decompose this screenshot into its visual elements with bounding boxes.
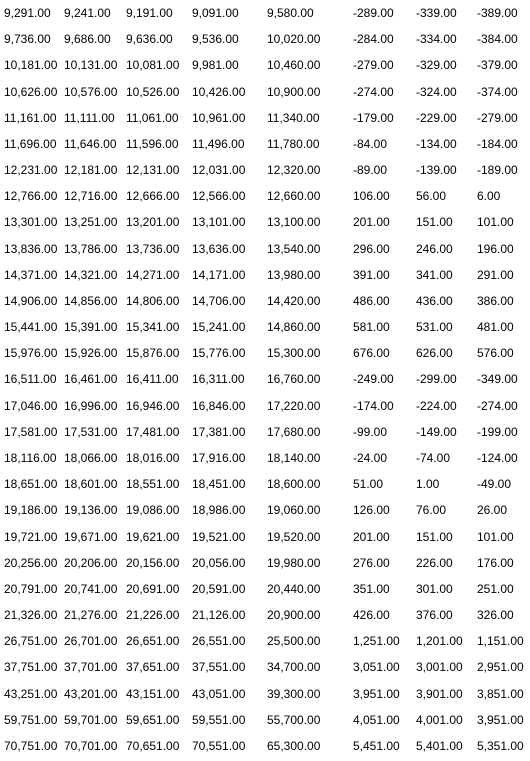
table-cell: -289.00 xyxy=(353,6,394,21)
table-cell: 12,766.00 xyxy=(4,189,58,204)
table-cell: -149.00 xyxy=(416,424,457,439)
table-cell: 13,736.00 xyxy=(126,241,180,256)
table-row xyxy=(0,52,530,78)
table-cell: 13,980.00 xyxy=(267,267,321,282)
table-cell: 9,686.00 xyxy=(64,32,111,47)
table-cell: 15,300.00 xyxy=(267,346,321,361)
table-cell: 676.00 xyxy=(353,346,390,361)
table-cell: 21,276.00 xyxy=(64,608,118,623)
table-cell: 70,751.00 xyxy=(4,738,58,753)
table-cell: 19,520.00 xyxy=(267,529,321,544)
table-cell: 12,131.00 xyxy=(126,163,180,178)
table-cell: 15,976.00 xyxy=(4,346,58,361)
table-cell: 19,521.00 xyxy=(192,529,246,544)
table-cell: 16,461.00 xyxy=(64,372,118,387)
table-cell: 21,226.00 xyxy=(126,608,180,623)
table-cell: 20,056.00 xyxy=(192,555,246,570)
table-cell: 76.00 xyxy=(416,503,447,518)
table-cell: 10,020.00 xyxy=(267,32,321,47)
table-cell: 531.00 xyxy=(416,320,453,335)
table-cell: 226.00 xyxy=(416,555,453,570)
table-cell: 18,066.00 xyxy=(64,451,118,465)
table-cell: 1,251.00 xyxy=(353,634,400,649)
table-cell: -199.00 xyxy=(477,424,518,439)
table-cell: 12,181.00 xyxy=(64,163,118,178)
table-cell: 10,526.00 xyxy=(126,84,180,99)
table-row xyxy=(0,366,530,392)
table-cell: 14,371.00 xyxy=(4,267,58,282)
table-cell: 18,116.00 xyxy=(4,451,57,465)
table-cell: 576.00 xyxy=(477,346,514,361)
table-cell: 291.00 xyxy=(477,267,514,282)
table-cell: 65,300.00 xyxy=(267,738,321,753)
table-cell: 11,596.00 xyxy=(126,136,179,151)
table-cell: 246.00 xyxy=(416,241,453,256)
table-row xyxy=(0,445,530,471)
table-cell: 276.00 xyxy=(353,555,390,570)
table-cell: 9,241.00 xyxy=(64,6,111,21)
table-cell: 10,426.00 xyxy=(192,84,246,99)
table-row xyxy=(0,157,530,183)
table-cell: 10,131.00 xyxy=(64,58,118,73)
table-cell: 101.00 xyxy=(477,529,514,544)
table-cell: 37,651.00 xyxy=(126,660,180,675)
table-cell: 13,251.00 xyxy=(64,215,118,230)
table-cell: 14,860.00 xyxy=(267,320,321,335)
table-cell: 101.00 xyxy=(477,215,514,230)
table-cell: 20,256.00 xyxy=(4,555,58,570)
table-cell: 251.00 xyxy=(477,581,514,596)
table-cell: -334.00 xyxy=(416,32,457,47)
table-row xyxy=(0,471,530,497)
table-cell: 326.00 xyxy=(477,608,514,623)
table-cell: 3,001.00 xyxy=(416,660,463,675)
table-cell: 15,341.00 xyxy=(126,320,180,335)
table-cell: -299.00 xyxy=(416,372,457,387)
table-cell: 15,391.00 xyxy=(64,320,118,335)
table-cell: 3,051.00 xyxy=(353,660,400,675)
table-cell: 17,481.00 xyxy=(126,424,180,439)
table-cell: 16,846.00 xyxy=(192,398,246,413)
table-cell: 296.00 xyxy=(353,241,390,256)
table-row xyxy=(0,183,530,209)
table-cell: 20,156.00 xyxy=(126,555,180,570)
table-cell: 13,540.00 xyxy=(267,241,321,256)
table-row xyxy=(0,340,530,366)
table-cell: 13,301.00 xyxy=(4,215,58,230)
table-cell: 10,576.00 xyxy=(64,84,118,99)
table-cell: 11,646.00 xyxy=(64,136,117,151)
table-cell: 14,706.00 xyxy=(192,293,246,308)
table-cell: 5,401.00 xyxy=(416,738,463,753)
table-cell: -179.00 xyxy=(353,110,394,125)
table-cell: -99.00 xyxy=(353,424,388,439)
table-cell: 626.00 xyxy=(416,346,453,361)
table-cell: 14,321.00 xyxy=(64,267,118,282)
table-cell: 151.00 xyxy=(416,529,453,544)
table-cell: 18,986.00 xyxy=(192,503,246,518)
table-cell: 9,091.00 xyxy=(192,6,239,21)
table-cell: 9,636.00 xyxy=(126,32,173,47)
table-row xyxy=(0,576,530,602)
table-cell: 20,741.00 xyxy=(64,581,118,596)
table-cell: 11,496.00 xyxy=(192,136,245,151)
table-cell: -89.00 xyxy=(353,163,388,178)
table-cell: 43,051.00 xyxy=(192,686,246,701)
table-cell: 16,760.00 xyxy=(267,372,321,387)
table-cell: 386.00 xyxy=(477,293,514,308)
table-cell: 151.00 xyxy=(416,215,453,230)
table-cell: 37,551.00 xyxy=(192,660,246,675)
table-cell: 17,581.00 xyxy=(4,424,58,439)
table-cell: 13,836.00 xyxy=(4,241,58,256)
table-cell: 10,626.00 xyxy=(4,84,58,99)
table-cell: 1,151.00 xyxy=(477,634,524,649)
table-cell: 9,191.00 xyxy=(126,6,173,21)
table-cell: 376.00 xyxy=(416,608,453,623)
table-row xyxy=(0,131,530,157)
table-cell: -284.00 xyxy=(353,32,394,47)
table-cell: 59,701.00 xyxy=(64,712,118,727)
table-cell: 19,721.00 xyxy=(4,529,58,544)
table-cell: 20,691.00 xyxy=(126,581,180,596)
table-cell: -379.00 xyxy=(477,58,518,73)
table-cell: 17,046.00 xyxy=(4,398,58,413)
table-row xyxy=(0,707,530,733)
table-row xyxy=(0,523,530,549)
table-cell: 59,551.00 xyxy=(192,712,246,727)
table-cell: 26,651.00 xyxy=(126,634,180,649)
table-cell: 70,651.00 xyxy=(126,738,180,753)
table-cell: 351.00 xyxy=(353,581,390,596)
table-cell: 3,951.00 xyxy=(477,712,524,727)
table-cell: 9,536.00 xyxy=(192,32,239,47)
table-cell: 18,451.00 xyxy=(192,477,246,492)
table-cell: 37,751.00 xyxy=(4,660,58,675)
table-row xyxy=(0,419,530,445)
table-cell: 126.00 xyxy=(353,503,390,518)
table-cell: 14,420.00 xyxy=(267,293,321,308)
table-cell: 2,951.00 xyxy=(477,660,524,675)
table-row xyxy=(0,26,530,52)
table-row xyxy=(0,288,530,314)
table-cell: 9,291.00 xyxy=(4,6,51,21)
table-row xyxy=(0,314,530,340)
table-cell: 39,300.00 xyxy=(267,686,321,701)
table-cell: 19,136.00 xyxy=(64,503,118,518)
table-row xyxy=(0,550,530,576)
table-cell: 19,980.00 xyxy=(267,555,321,570)
table-cell: 20,791.00 xyxy=(4,581,58,596)
table-cell: 14,856.00 xyxy=(64,293,118,308)
table-cell: -24.00 xyxy=(353,451,388,465)
table-row xyxy=(0,262,530,288)
table-cell: 19,086.00 xyxy=(126,503,180,518)
table-cell: 34,700.00 xyxy=(267,660,321,675)
table-cell: 10,961.00 xyxy=(192,110,246,125)
table-cell: 9,580.00 xyxy=(267,6,314,21)
table-cell: 26.00 xyxy=(477,503,508,518)
table-cell: 436.00 xyxy=(416,293,453,308)
table-cell: 17,220.00 xyxy=(267,398,321,413)
table-cell: 12,716.00 xyxy=(64,189,118,204)
table-cell: -49.00 xyxy=(477,477,512,492)
table-row xyxy=(0,628,530,654)
table-cell: 18,651.00 xyxy=(4,477,58,492)
table-cell: 17,916.00 xyxy=(192,451,246,465)
table-cell: 10,081.00 xyxy=(126,58,180,73)
table-cell: 18,551.00 xyxy=(126,477,180,492)
table-cell: 5,351.00 xyxy=(477,738,524,753)
table-cell: 13,100.00 xyxy=(267,215,321,230)
table-cell: -139.00 xyxy=(416,163,457,178)
table-cell: -374.00 xyxy=(477,84,518,99)
table-cell: 13,786.00 xyxy=(64,241,118,256)
table-cell: 176.00 xyxy=(477,555,514,570)
table-cell: 17,381.00 xyxy=(192,424,246,439)
table-cell: 18,600.00 xyxy=(267,477,321,492)
table-cell: -84.00 xyxy=(353,136,388,151)
table-cell: 391.00 xyxy=(353,267,390,282)
table-cell: 15,926.00 xyxy=(64,346,118,361)
table-cell: 21,126.00 xyxy=(192,608,246,623)
table-cell: -279.00 xyxy=(353,58,394,73)
table-cell: 6.00 xyxy=(477,189,501,204)
table-cell: 201.00 xyxy=(353,215,390,230)
table-cell: -249.00 xyxy=(353,372,394,387)
table-cell: 12,320.00 xyxy=(267,163,321,178)
table-cell: 4,051.00 xyxy=(353,712,400,727)
table-row xyxy=(0,393,530,419)
table-cell: -324.00 xyxy=(416,84,457,99)
table-cell: 3,851.00 xyxy=(477,686,524,701)
table-cell: -74.00 xyxy=(416,451,451,465)
table-cell: 37,701.00 xyxy=(64,660,118,675)
table-cell: 3,951.00 xyxy=(353,686,400,701)
table-cell: 10,181.00 xyxy=(4,58,58,73)
table-cell: 11,696.00 xyxy=(4,136,57,151)
table-cell: 16,311.00 xyxy=(192,372,245,387)
table-cell: 15,776.00 xyxy=(192,346,246,361)
table-cell: 11,161.00 xyxy=(4,110,57,125)
table-cell: 20,591.00 xyxy=(192,581,246,596)
table-cell: 19,671.00 xyxy=(64,529,118,544)
table-cell: 26,701.00 xyxy=(64,634,118,649)
table-cell: 70,701.00 xyxy=(64,738,118,753)
table-cell: 1,201.00 xyxy=(416,634,463,649)
table-cell: 10,460.00 xyxy=(267,58,321,73)
table-cell: 14,906.00 xyxy=(4,293,58,308)
table-cell: 11,780.00 xyxy=(267,136,320,151)
table-cell: 19,060.00 xyxy=(267,503,321,518)
table-cell: 18,140.00 xyxy=(267,451,321,465)
table-cell: 43,251.00 xyxy=(4,686,58,701)
table-cell: 14,271.00 xyxy=(126,267,180,282)
table-row xyxy=(0,680,530,706)
table-cell: -384.00 xyxy=(477,32,518,47)
table-cell: -349.00 xyxy=(477,372,518,387)
table-cell: 10,900.00 xyxy=(267,84,321,99)
table-cell: -174.00 xyxy=(353,398,394,413)
table-row xyxy=(0,0,530,26)
table-cell: 12,666.00 xyxy=(126,189,180,204)
table-cell: 5,451.00 xyxy=(353,738,400,753)
table-cell: -189.00 xyxy=(477,163,518,178)
table-cell: 481.00 xyxy=(477,320,514,335)
table-cell: -279.00 xyxy=(477,110,518,125)
table-row xyxy=(0,733,530,759)
table-cell: 14,806.00 xyxy=(126,293,180,308)
table-cell: -389.00 xyxy=(477,6,518,21)
table-cell: 26,551.00 xyxy=(192,634,246,649)
table-cell: 581.00 xyxy=(353,320,390,335)
table-cell: 55,700.00 xyxy=(267,712,321,727)
table-cell: 196.00 xyxy=(477,241,514,256)
table-cell: 12,031.00 xyxy=(192,163,246,178)
table-row xyxy=(0,236,530,262)
table-cell: 43,201.00 xyxy=(64,686,118,701)
table-cell: 301.00 xyxy=(416,581,453,596)
table-cell: -329.00 xyxy=(416,58,457,73)
table-cell: 15,441.00 xyxy=(4,320,58,335)
table-cell: 4,001.00 xyxy=(416,712,463,727)
table-cell: -184.00 xyxy=(477,136,518,151)
table-cell: 56.00 xyxy=(416,189,447,204)
table-cell: -339.00 xyxy=(416,6,457,21)
table-cell: 426.00 xyxy=(353,608,390,623)
table-cell: 15,876.00 xyxy=(126,346,180,361)
table-cell: 3,901.00 xyxy=(416,686,463,701)
table-cell: 21,326.00 xyxy=(4,608,58,623)
table-row xyxy=(0,654,530,680)
table-cell: -124.00 xyxy=(477,451,518,465)
table-cell: 16,511.00 xyxy=(4,372,57,387)
table-cell: 12,660.00 xyxy=(267,189,321,204)
table-cell: 9,736.00 xyxy=(4,32,51,47)
table-cell: 201.00 xyxy=(353,529,390,544)
table-cell: 106.00 xyxy=(353,189,390,204)
table-cell: 18,601.00 xyxy=(64,477,118,492)
table-cell: 13,101.00 xyxy=(192,215,246,230)
table-cell: -229.00 xyxy=(416,110,457,125)
table-cell: 13,201.00 xyxy=(126,215,180,230)
table-cell: 16,996.00 xyxy=(64,398,118,413)
table-cell: 16,411.00 xyxy=(126,372,179,387)
table-cell: 20,900.00 xyxy=(267,608,321,623)
table-cell: 12,231.00 xyxy=(4,163,58,178)
table-row xyxy=(0,105,530,131)
table-cell: 341.00 xyxy=(416,267,453,282)
table-cell: 13,636.00 xyxy=(192,241,246,256)
table-cell: 16,946.00 xyxy=(126,398,180,413)
table-cell: 20,440.00 xyxy=(267,581,321,596)
table-cell: 14,171.00 xyxy=(192,267,246,282)
table-row xyxy=(0,209,530,235)
table-cell: 20,206.00 xyxy=(64,555,118,570)
table-row xyxy=(0,497,530,523)
table-cell: 19,621.00 xyxy=(126,529,180,544)
table-cell: 25,500.00 xyxy=(267,634,321,649)
table-cell: 9,981.00 xyxy=(192,58,239,73)
table-cell: 26,751.00 xyxy=(4,634,58,649)
table-cell: 17,531.00 xyxy=(64,424,118,439)
table-cell: 11,340.00 xyxy=(267,110,320,125)
table-cell: 51.00 xyxy=(353,477,384,492)
table-cell: 11,061.00 xyxy=(126,110,179,125)
table-row xyxy=(0,79,530,105)
table-cell: 1.00 xyxy=(416,477,440,492)
table-cell: 15,241.00 xyxy=(192,320,246,335)
table-cell: 18,016.00 xyxy=(126,451,180,465)
table-cell: -134.00 xyxy=(416,136,457,151)
table-cell: 19,186.00 xyxy=(4,503,58,518)
table-cell: 70,551.00 xyxy=(192,738,246,753)
table-cell: 43,151.00 xyxy=(126,686,180,701)
table-cell: 12,566.00 xyxy=(192,189,246,204)
table-row xyxy=(0,602,530,628)
table-cell: 59,751.00 xyxy=(4,712,58,727)
table-cell: -224.00 xyxy=(416,398,457,413)
table-cell: -274.00 xyxy=(477,398,518,413)
table-cell: 59,651.00 xyxy=(126,712,180,727)
table-cell: 11,111.00 xyxy=(64,110,115,125)
table-cell: -274.00 xyxy=(353,84,394,99)
table-cell: 17,680.00 xyxy=(267,424,321,439)
table-cell: 486.00 xyxy=(353,293,390,308)
